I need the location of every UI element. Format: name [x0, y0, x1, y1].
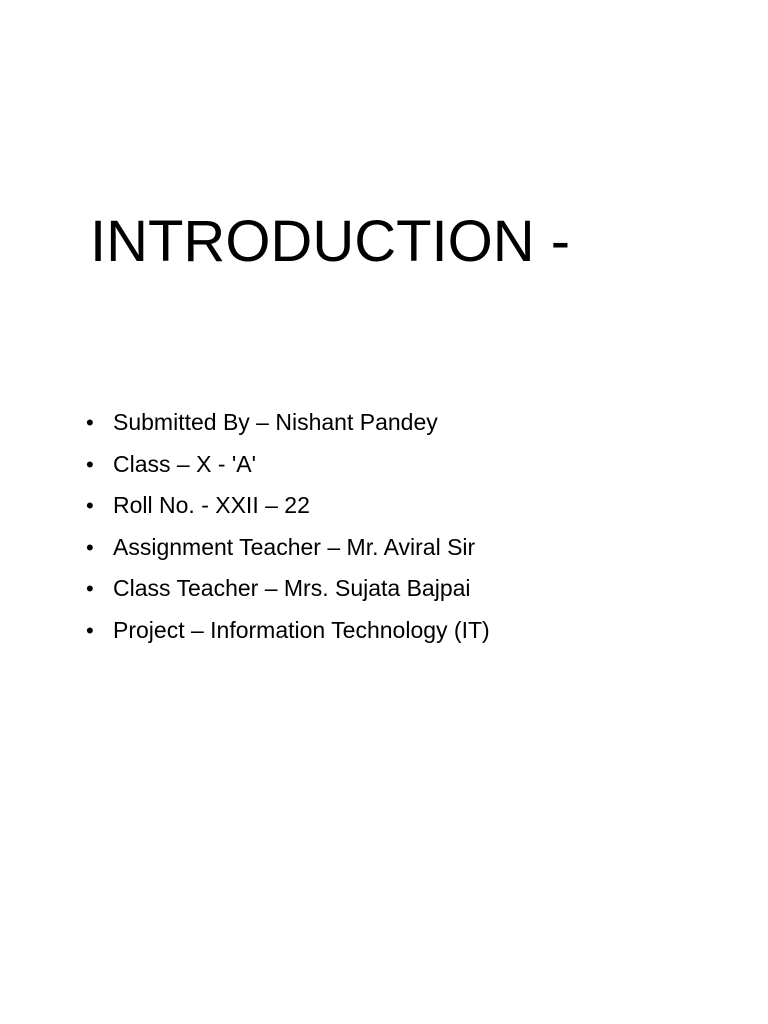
bullet-icon: • [86, 451, 94, 477]
list-item-text: Class – X - 'A' [113, 450, 256, 477]
list-item [86, 402, 490, 444]
list-item [86, 444, 490, 486]
slide-title: INTRODUCTION - [90, 209, 571, 274]
list-item [86, 610, 490, 652]
list-item-text: Class Teacher – Mrs. Sujata Bajpai [113, 575, 471, 602]
bullet-list [86, 402, 490, 652]
list-item-text: Roll No. - XXII – 22 [113, 492, 310, 519]
bullet-icon: • [86, 534, 94, 560]
list-item-text: Assignment Teacher – Mr. Aviral Sir [113, 533, 476, 560]
bullet-icon: • [86, 576, 94, 602]
bullet-icon: • [86, 617, 94, 643]
list-item [86, 485, 490, 527]
bullet-icon: • [86, 410, 94, 435]
list-item [86, 568, 490, 610]
list-item-text: Project – Information Technology (IT) [113, 616, 490, 643]
bullet-icon: • [86, 493, 94, 519]
list-item [86, 527, 490, 569]
list-item-text: Submitted By – Nishant Pandey [113, 409, 438, 435]
